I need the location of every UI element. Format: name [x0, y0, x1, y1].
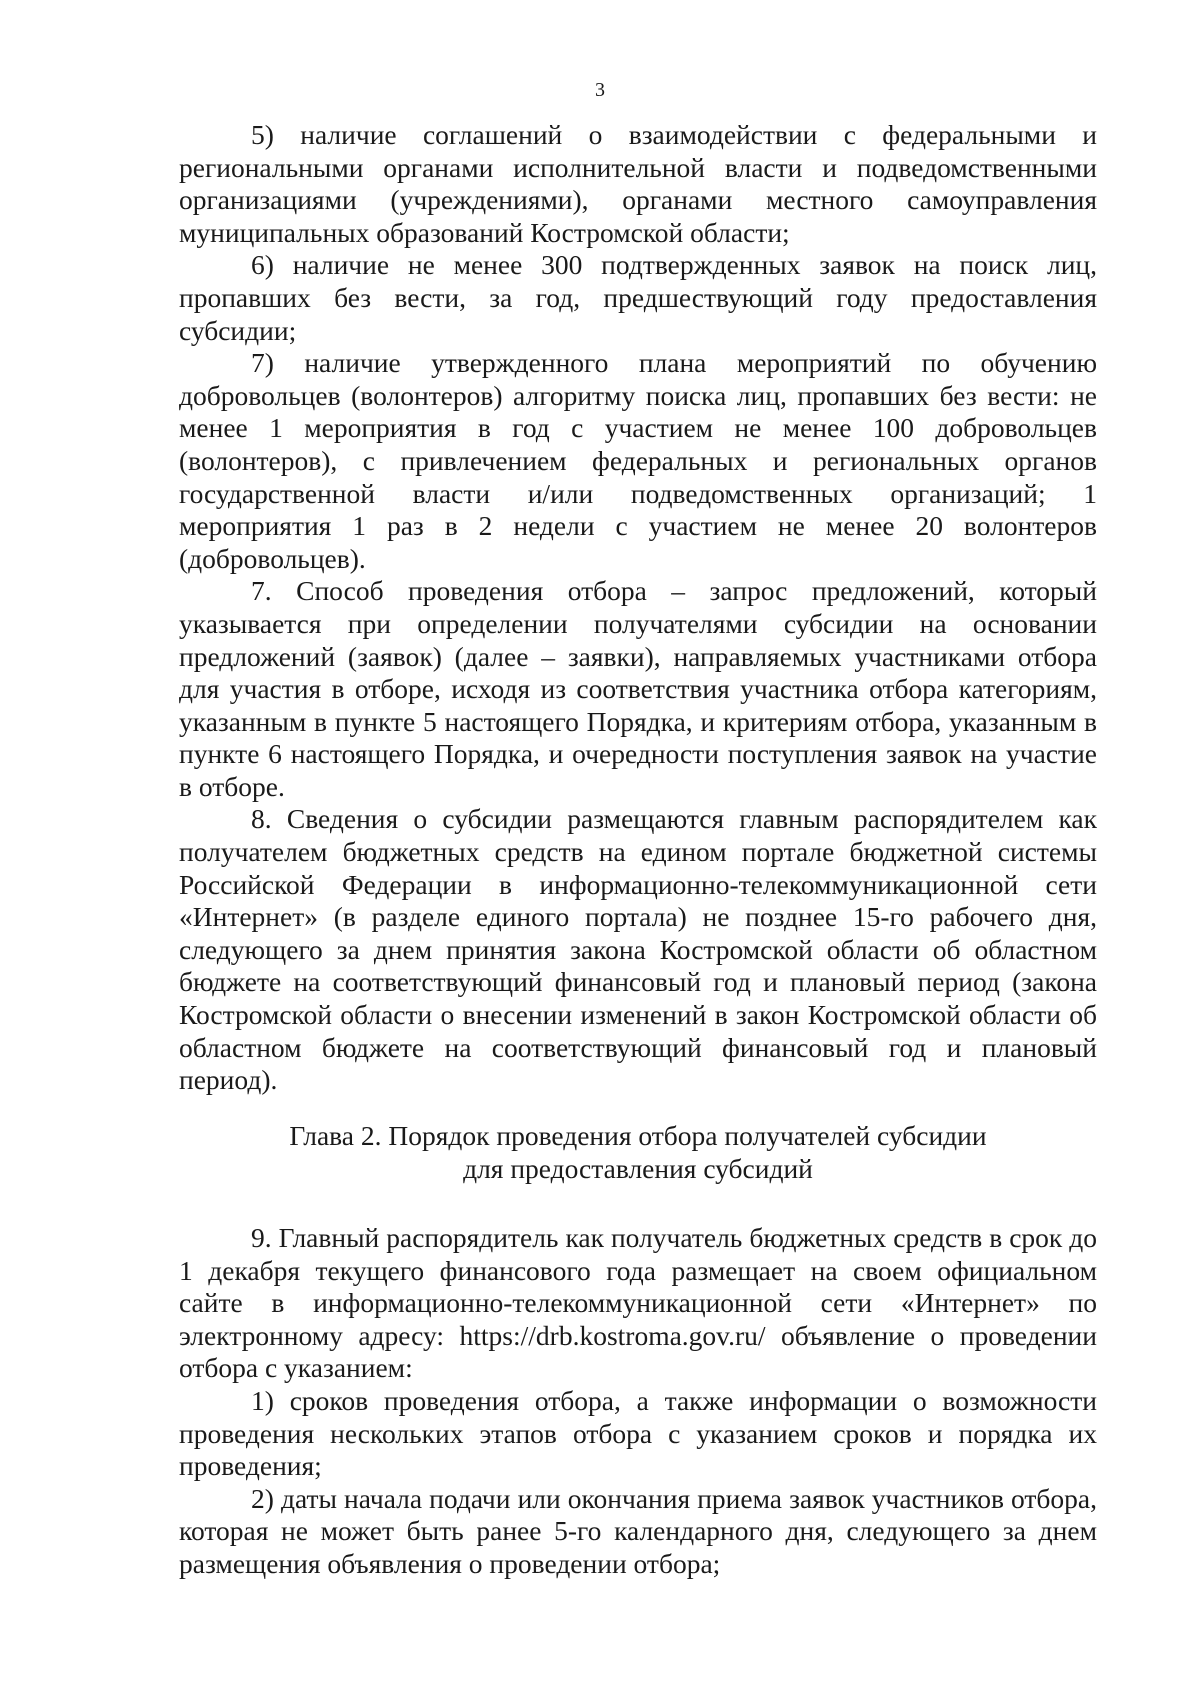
- paragraph-item-7: 7) наличие утвержденного плана мероприятий по обучению добровольцев (волонтеров) алгоритму поиска лиц, пропавших без вести: не менее 1 мероприятия в год с участием не менее 100 добровольцев (волонтеров), с привлечением федеральных и региональных органов государственной власти и/или подведомственных организаций; 1 мероприятия 1 раз в 2 недели с участием не менее 20 волонтеров (добровольцев).: [179, 347, 1097, 574]
- chapter-heading-line-1: Глава 2. Порядок проведения отбора получателей субсидии: [289, 1120, 987, 1151]
- paragraph-item-5: 5) наличие соглашений о взаимодействии с федеральными и региональными органами исполнительной власти и подведомственными организациями (учреждениями), органами местного самоуправления муниципальных образований Костромской области;: [179, 119, 1097, 248]
- paragraph-clause-7: 7. Способ проведения отбора – запрос предложений, который указывается при определении получателями субсидии на основании предложений (заявок) (далее – заявки), направляемых участниками отбора для участия в отборе, исходя из соответствия участника отбора категориям, указанным в пункте 5 настоящего Порядка, и критериям отбора, указанным в пункте 6 настоящего Порядка, и очередности поступления заявок на участие в отборе.: [179, 575, 1097, 802]
- page-number: 3: [595, 79, 605, 101]
- chapter-heading: [179, 1120, 1097, 1185]
- paragraph-clause-8: 8. Сведения о субсидии размещаются главным распорядителем как получателем бюджетных средств на едином портале бюджетной системы Российской Федерации в информационно-телекоммуникационной сети «Интернет» (в разделе единого портала) не позднее 15-го рабочего дня, следующего за днем принятия закона Костромской области об областном бюджете на соответствующий финансовый год и плановый период (закона Костромской области о внесении изменений в закон Костромской области об областном бюджете на соответствующий финансовый год и плановый период).: [179, 803, 1097, 1096]
- paragraph-subitem-2: 2) даты начала подачи или окончания приема заявок участников отбора, которая не может быть ранее 5-го календарного дня, следующего за днем размещения объявления о проведении отбора;: [179, 1482, 1097, 1579]
- section-one: [179, 119, 1097, 1097]
- paragraph-clause-9: 9. Главный распорядитель как получатель бюджетных средств в срок до 1 декабря текущего финансового года размещает на своем официальном сайте в информационно-телекоммуникационной сети «Интернет» по электронному адресу: https://drb.kostroma.gov.ru/ объявление о проведении отбора с указанием:: [179, 1222, 1097, 1384]
- paragraph-item-6: 6) наличие не менее 300 подтвержденных заявок на поиск лиц, пропавших без вести, за год, предшествующий году предоставления субсидии;: [179, 249, 1097, 346]
- chapter-heading-line-2: для предоставления субсидий: [463, 1152, 813, 1184]
- paragraph-subitem-1: 1) сроков проведения отбора, а также информации о возможности проведения нескольких этапов отбора с указанием сроков и порядка их проведения;: [179, 1384, 1097, 1482]
- section-two: [179, 1222, 1097, 1581]
